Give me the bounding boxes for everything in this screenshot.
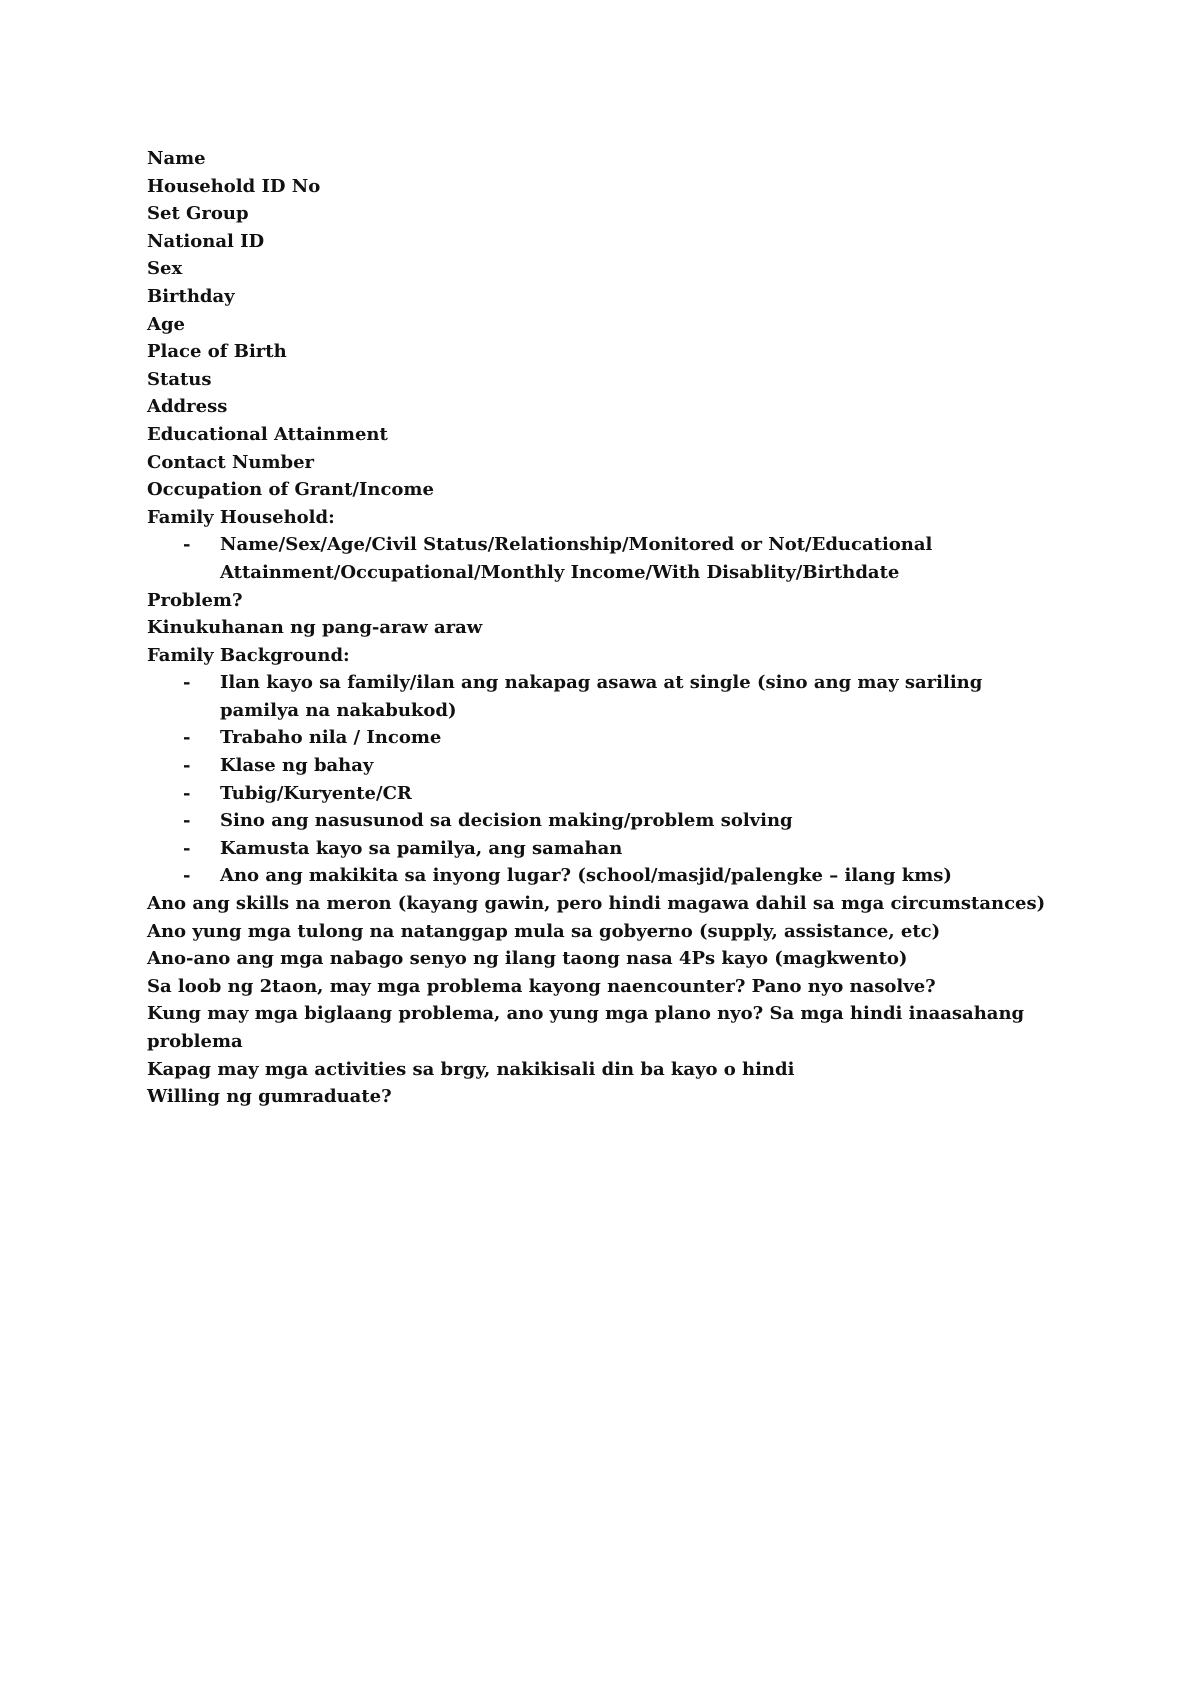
question-problems-2-years: Sa loob ng 2taon, may mga problema kayong naencounter? Pano nyo nasolve? — [147, 975, 936, 997]
list-item-text: Kamusta kayo sa pamilya, ang samahan — [220, 837, 623, 859]
field-age: Age — [147, 313, 186, 335]
kinukuhanan-line: Kinukuhanan ng pang-araw araw — [147, 617, 483, 639]
profile-fields — [147, 145, 1067, 504]
list-item — [147, 669, 1067, 724]
question-sudden-problems: Kung may mga biglaang problema, ano yung mga plano nyo? Sa mga hindi inaasahang problema — [147, 1003, 1025, 1052]
field-name: Name — [147, 148, 206, 169]
list-item — [147, 862, 1067, 890]
field-occupation: Occupation of Grant/Income — [147, 479, 434, 501]
list-item-text: Trabaho nila / Income — [220, 727, 442, 749]
family-household-heading: Family Household: — [147, 506, 335, 528]
list-item-text: Sino ang nasusunod sa decision making/problem solving — [220, 810, 793, 832]
dash-bullet: - — [183, 810, 191, 832]
dash-bullet: - — [183, 534, 191, 556]
list-item-text: Ano ang makikita sa inyong lugar? (school/masjid/palengke – ilang kms) — [220, 865, 952, 887]
question-changes-4ps: Ano-ano ang mga nabago senyo ng ilang taong nasa 4Ps kayo (magkwento) — [147, 948, 908, 970]
field-set-group: Set Group — [147, 203, 249, 225]
field-status: Status — [147, 368, 212, 390]
question-government-aid: Ano yung mga tulong na natanggap mula sa gobyerno (supply, assistance, etc) — [147, 920, 941, 942]
list-item-text: Ilan kayo sa family/ilan ang nakapag asawa at single (sino ang may sariling pamilya na nakabukod) — [220, 672, 983, 721]
list-item-text: Klase ng bahay — [220, 755, 374, 777]
list-item — [147, 724, 1067, 752]
field-address: Address — [147, 396, 228, 418]
field-educational-attainment: Educational Attainment — [147, 423, 388, 445]
question-willing-graduate: Willing ng gumraduate? — [147, 1086, 392, 1108]
list-item — [147, 807, 1067, 835]
field-contact-number: Contact Number — [147, 451, 315, 473]
dash-bullet: - — [183, 782, 191, 804]
field-birthday: Birthday — [147, 285, 235, 307]
family-background-heading: Family Background: — [147, 644, 350, 666]
dash-bullet: - — [183, 837, 191, 859]
problem-line: Problem? — [147, 589, 243, 611]
dash-bullet: - — [183, 755, 191, 777]
field-place-of-birth: Place of Birth — [147, 341, 287, 363]
list-item-text: Name/Sex/Age/Civil Status/Relationship/Monitored or Not/Educational Attainment/Occupational/Monthly Income/With Disablity/Birthdate — [220, 534, 933, 583]
dash-bullet: - — [183, 865, 191, 887]
question-skills: Ano ang skills na meron (kayang gawin, pero hindi magawa dahil sa mga circumstances) — [147, 893, 1046, 915]
interview-questions — [147, 890, 1067, 1111]
list-item — [147, 531, 1067, 586]
field-national-id: National ID — [147, 230, 265, 252]
dash-bullet: - — [183, 672, 191, 694]
question-brgy-activities: Kapag may mga activities sa brgy, nakikisali din ba kayo o hindi — [147, 1058, 795, 1080]
list-item-text: Tubig/Kuryente/CR — [220, 782, 412, 804]
field-household-id: Household ID No — [147, 175, 321, 197]
family-household-list — [147, 531, 1067, 586]
family-background-list — [147, 669, 1067, 890]
list-item — [147, 752, 1067, 780]
dash-bullet: - — [183, 727, 191, 749]
field-sex: Sex — [147, 258, 183, 280]
list-item — [147, 835, 1067, 863]
document-body — [147, 145, 1067, 1111]
list-item — [147, 780, 1067, 808]
